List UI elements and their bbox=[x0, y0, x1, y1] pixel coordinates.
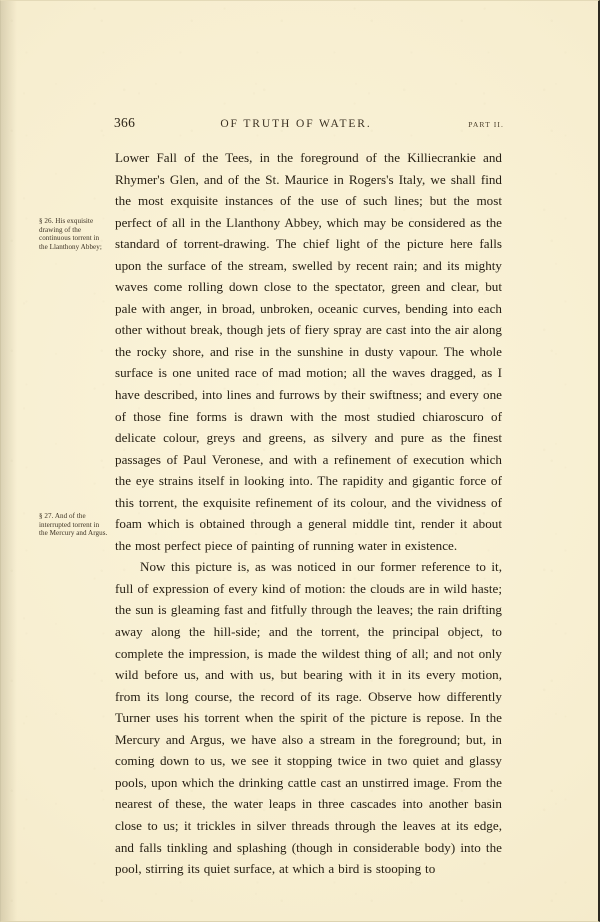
running-head-title: OF TRUTH OF WATER. bbox=[220, 118, 372, 130]
page-number: 366 bbox=[114, 115, 136, 130]
marginal-note-section-26: § 26. His exquisite drawing of the continuous torrent in the Llanthony Abbey; bbox=[39, 217, 102, 251]
marginal-note-section-27: § 27. And of the interrupted torrent in the Mercury and Argus. bbox=[39, 512, 108, 538]
body-paragraph-1: Lower Fall of the Tees, in the foreground of the Killiecrankie and Rhymer's Glen, and of the St. Maurice in Rogers's Italy, we shall find the most exquisite instances of the use of such lines; but the most perfect of all in the Llanthony Abbey, which may be considered as the standard of torrent-drawing. The chief light of the picture here falls upon the surface of the stream, swelled by recent rain; and its mighty waves come rolling down close to the spectator, green and clear, but pale with anger, in broad, unbroken, oceanic curves, bending into each other without break, though jets of fiery spray are cast into the air along the rocky shore, and rise in the sunshine in dusty vapour. The whole surface is one united race of mad motion; all the waves dragged, as I have described, into lines and furrows by their swiftness; and every one of those fine forms is drawn with the most studied chiaroscuro of delicate colour, greys and greens, as silvery and pure as the finest passages of Paul Veronese, and with a refinement of execution which the eye strains itself in looking into. The rapidity and gigantic force of this torrent, the exquisite refinement of its colour, and the vividness of foam which is obtained through a general middle tint, render it about the most perfect piece of painting of running water in existence. bbox=[115, 150, 502, 553]
body-paragraph-2: Now this picture is, as was noticed in our former reference to it, full of expression of every kind of motion: the clouds are in wild haste; the sun is gleaming fast and fitfully through the leaves; the rain drifting away along the hill-side; and the torrent, the principal object, to complete the impression, is made the wildest thing of all; and not only wild before us, and with us, but bearing with it in its every motion, from its long course, the record of its rage. Observe how differently Turner uses his torrent when the spirit of the picture is repose. In the Mercury and Argus, we have also a stream in the foreground; but, in coming down to us, we see it stopping twice in two quiet and glassy pools, upon which the drinking cattle cast an unstirred image. From the nearest of these, the water leaps in three cascades into another basin close to us; it trickles in silver threads through the leaves at its edge, and falls tinkling and splashing (though in considerable body) into the pool, stirring its quiet surface, at which a bird is stooping to bbox=[115, 559, 502, 877]
running-head bbox=[114, 115, 504, 131]
body-text-column bbox=[115, 147, 502, 880]
running-head-part: PART II. bbox=[468, 120, 504, 129]
page-gutter-shadow bbox=[1, 1, 17, 921]
